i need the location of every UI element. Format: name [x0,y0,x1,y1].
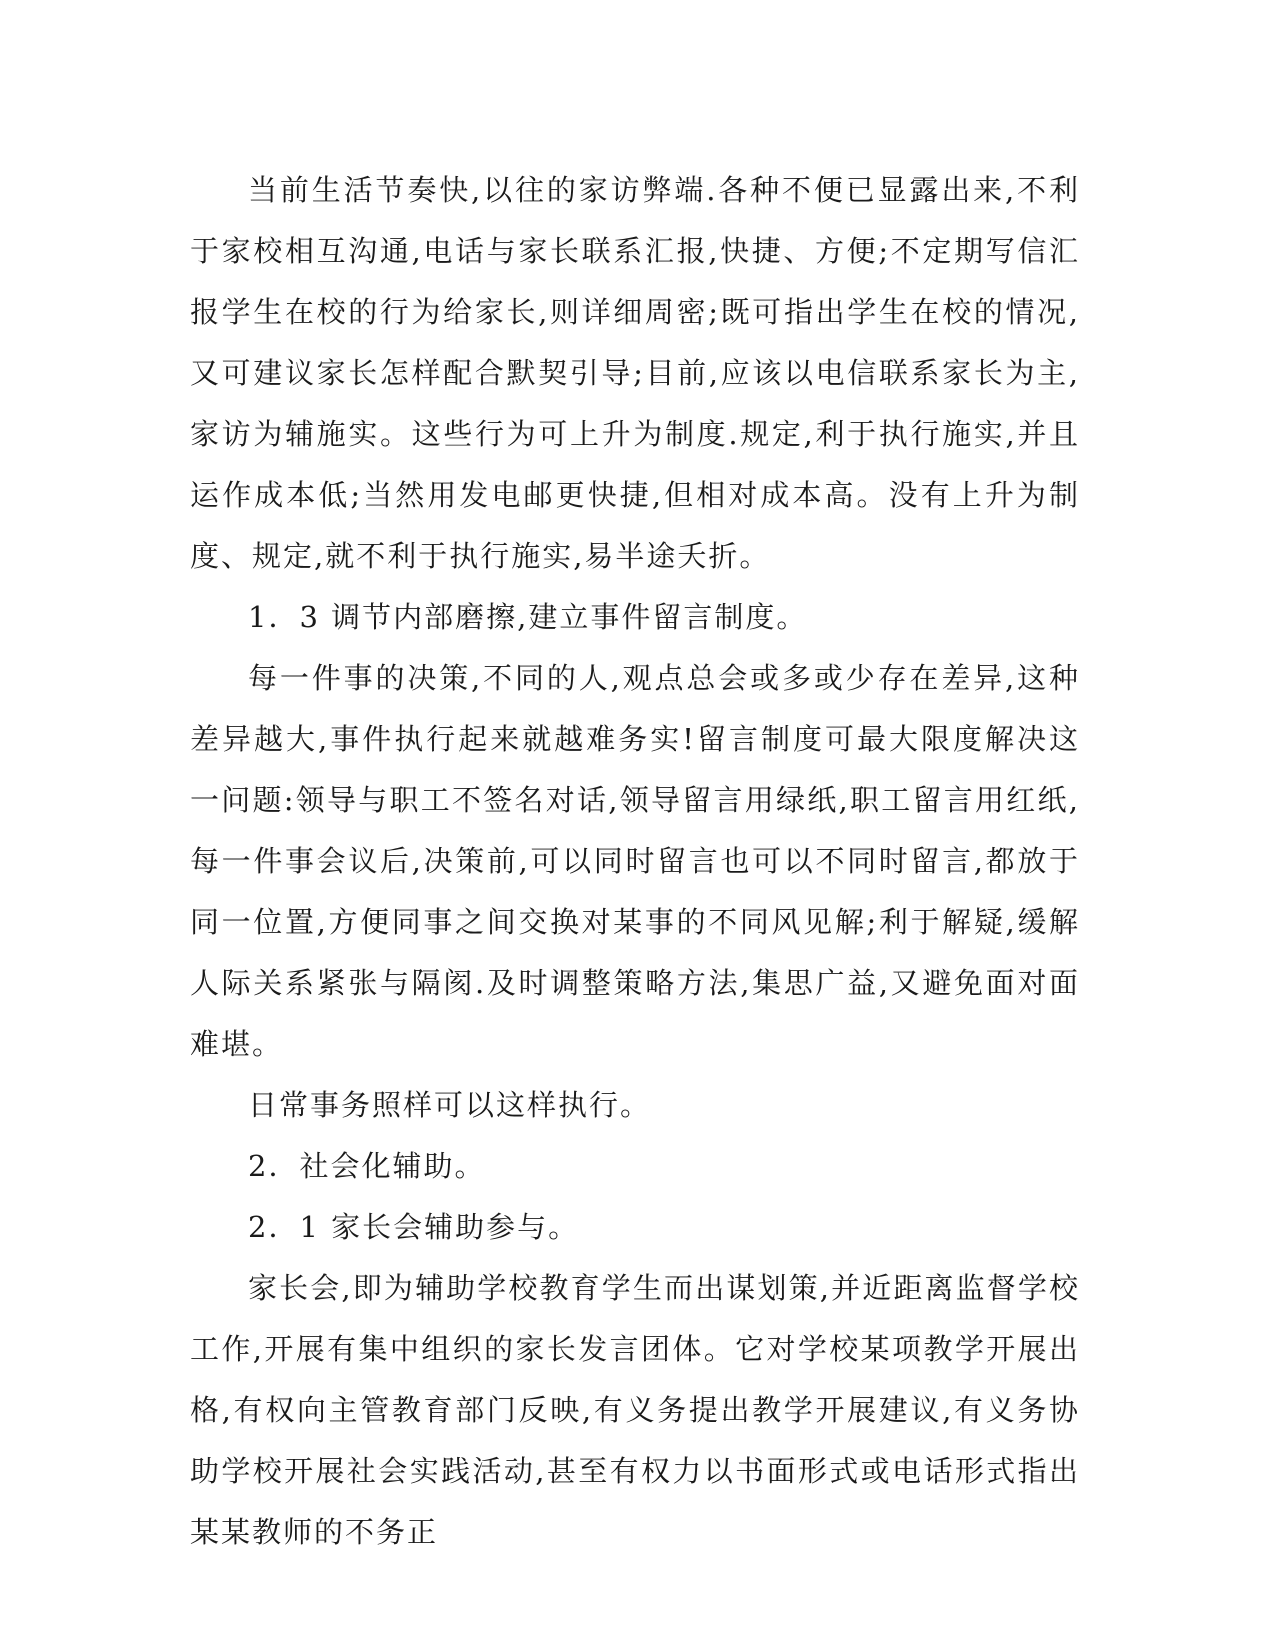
paragraph-message-system: 每一件事的决策,不同的人,观点总会或多或少存在差异,这种差异越大,事件执行起来就越难务实!留言制度可最大限度解决这一问题:领导与职工不签名对话,领导留言用绿纸,职工留言用红纸,每一件事会议后,决策前,可以同时留言也可以不同时留言,都放于同一位置,方便同事之间交换对某事的不同风见解;利于解疑,缓解人际关系紧张与隔阂.及时调整策略方法,集思广益,又避免面对面难堪。 [190,661,1080,1061]
paragraph-daily-affairs: 日常事务照样可以这样执行。 [248,1088,652,1122]
paragraph-parents-committee: 家长会,即为辅助学校教育学生而出谋划策,并近距离监督学校工作,开展有集中组织的家长发言团体。它对学校某项教学开展出格,有权向主管教育部门反映,有义务提出教学开展建议,有义务协助学校开展社会实践活动,甚至有权力以书面形式或电话形式指出某某教师的不务正 [190,1271,1080,1549]
heading-2-1: 2．1 家长会辅助参与。 [248,1210,580,1244]
paragraph-home-visit: 当前生活节奏快,以往的家访弊端.各种不便已显露出来,不利于家校相互沟通,电话与家长联系汇报,快捷、方便;不定期写信汇报学生在校的行为给家长,则详细周密;既可指出学生在校的情况,又可建议家长怎样配合默契引导;目前,应该以电信联系家长为主,家访为辅施实。这些行为可上升为制度.规定,利于执行施实,并且运作成本低;当然用发电邮更快捷,但相对成本高。没有上升为制度、规定,就不利于执行施实,易半途夭折。 [190,173,1080,573]
heading-2: 2．社会化辅助。 [248,1149,486,1183]
document-body [190,160,1080,1563]
heading-1-3: 1．3 调节内部磨擦,建立事件留言制度。 [248,600,808,634]
